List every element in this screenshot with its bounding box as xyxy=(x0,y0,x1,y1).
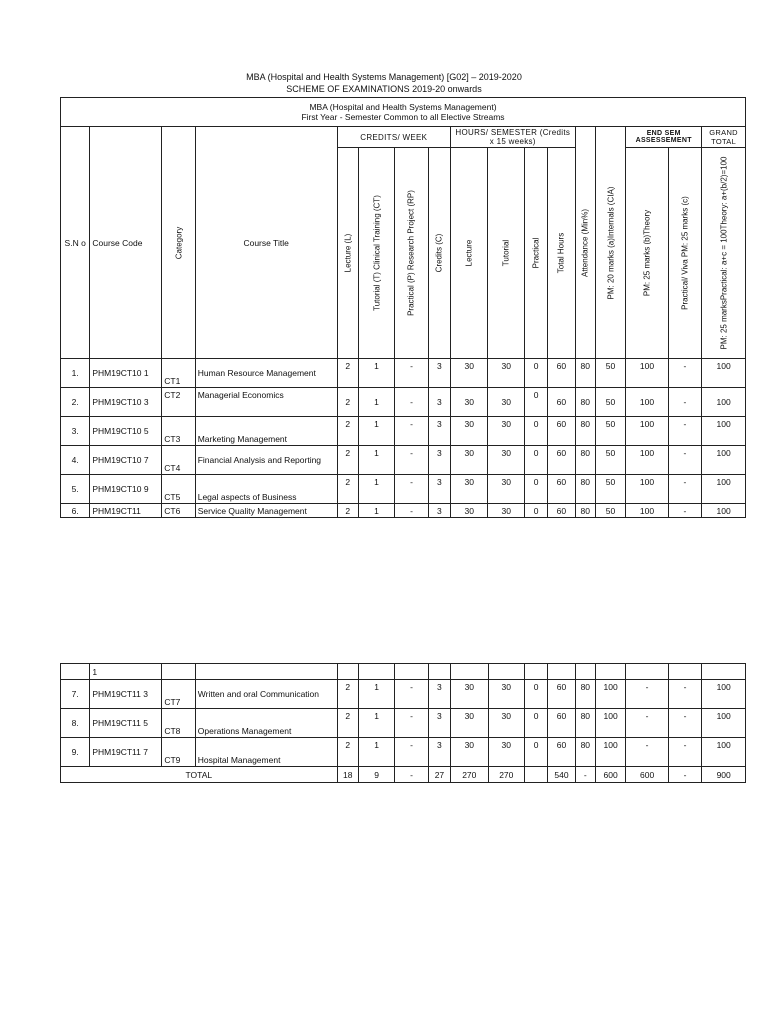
table-cell: 1 xyxy=(358,388,394,417)
table-cell: - xyxy=(668,388,701,417)
table-cell: - xyxy=(395,680,428,709)
table-cell: 30 xyxy=(450,417,487,446)
scheme-table-continued xyxy=(60,663,746,783)
table-cell: 50 xyxy=(595,359,625,388)
col-group-credits-week: CREDITS/ WEEK xyxy=(337,127,450,148)
table-cell: 3. xyxy=(61,417,90,446)
scheme-table xyxy=(60,97,746,518)
table-cell xyxy=(451,664,488,680)
table-cell: 0 xyxy=(525,709,548,738)
table-cell: 60 xyxy=(548,680,575,709)
col-tutorial-hours: Tutorial xyxy=(488,148,524,359)
table-cell: 50 xyxy=(595,388,625,417)
table-cell: - xyxy=(668,767,701,783)
table-cell: - xyxy=(395,709,428,738)
table-cell: 3 xyxy=(428,417,450,446)
table-cell: PHM19CT11 5 xyxy=(90,709,162,738)
table-cell: - xyxy=(395,446,428,475)
table-cell: 270 xyxy=(488,767,524,783)
table-cell: 4. xyxy=(61,446,90,475)
table-cell: CT2 xyxy=(162,388,195,417)
table-cell xyxy=(61,664,90,680)
table-cell: 100 xyxy=(702,504,746,518)
table-cell: 60 xyxy=(548,446,575,475)
table-cell: 2 xyxy=(337,446,358,475)
table-cell: - xyxy=(668,359,701,388)
table-cell: 540 xyxy=(548,767,575,783)
table-row xyxy=(61,680,746,709)
table-cell: - xyxy=(668,446,701,475)
table-cell: 80 xyxy=(575,417,595,446)
table-cell xyxy=(525,767,548,783)
col-lecture-hours: Lecture xyxy=(450,148,487,359)
table-cell: - xyxy=(395,504,428,518)
table-cell: - xyxy=(626,738,669,767)
table-cell: - xyxy=(626,709,669,738)
table-cell: 1 xyxy=(358,475,394,504)
col-practical-viva: Practical/ Viva PM: 25 marks (c) xyxy=(668,148,701,359)
table-cell: 30 xyxy=(450,446,487,475)
table-cell: 3 xyxy=(428,446,450,475)
table-cell: 3 xyxy=(428,709,450,738)
table-cell: 2 xyxy=(337,475,358,504)
table-cell: 100 xyxy=(626,359,669,388)
table-cell: 1 xyxy=(358,359,394,388)
table-cell: 0 xyxy=(524,504,547,518)
code-continuation: 1 xyxy=(90,664,162,680)
table-cell: Managerial Economics xyxy=(195,388,337,417)
table-cell: 30 xyxy=(451,709,488,738)
table-cell: 600 xyxy=(595,767,625,783)
table-cell: 3 xyxy=(428,475,450,504)
table-cell: 100 xyxy=(702,709,746,738)
table-cell: - xyxy=(395,417,428,446)
document-title: MBA (Hospital and Health Systems Management) [G02] – 2019-2020 xyxy=(246,72,522,82)
table-cell: 100 xyxy=(626,446,669,475)
table-cell: PHM19CT11 3 xyxy=(90,680,162,709)
table-row xyxy=(61,417,746,446)
table-cell: 3 xyxy=(428,738,450,767)
table-cell: - xyxy=(668,709,701,738)
table-cell xyxy=(575,664,595,680)
table-cell: 80 xyxy=(575,388,595,417)
table-cell: 100 xyxy=(626,417,669,446)
table-title: MBA (Hospital and Health Systems Management) xyxy=(309,102,497,112)
table-cell: 0 xyxy=(525,680,548,709)
col-category: Category xyxy=(162,127,195,359)
table-cell xyxy=(428,664,450,680)
table-cell: PHM19CT10 9 xyxy=(90,475,162,504)
col-practical-hours: Practical xyxy=(524,148,547,359)
table-cell: 30 xyxy=(488,417,524,446)
table-cell: 30 xyxy=(488,680,524,709)
col-group-grand-total: GRAND TOTAL xyxy=(702,127,746,148)
table-cell xyxy=(626,664,669,680)
table-cell: 80 xyxy=(575,446,595,475)
table-cell: 30 xyxy=(450,359,487,388)
table-cell: 60 xyxy=(548,709,575,738)
table-cell: 18 xyxy=(337,767,358,783)
table-cell: 3 xyxy=(428,680,450,709)
col-lecture-l: Lecture (L) xyxy=(337,148,358,359)
table-cell: - xyxy=(668,738,701,767)
table-title-row xyxy=(61,98,746,127)
table-cell: - xyxy=(395,475,428,504)
table-cell: 50 xyxy=(595,504,625,518)
table-cell: 50 xyxy=(595,475,625,504)
table-cell: 9. xyxy=(61,738,90,767)
table-cell: 900 xyxy=(702,767,746,783)
table-cell xyxy=(195,664,337,680)
table-cell xyxy=(337,664,358,680)
group-header-row xyxy=(61,127,746,148)
table-cell: CT9 xyxy=(162,738,195,767)
table-cell: 270 xyxy=(451,767,488,783)
table-cell: 30 xyxy=(488,388,524,417)
table-cell: 2 xyxy=(337,709,358,738)
table-cell: - xyxy=(626,680,669,709)
table-cell: 100 xyxy=(595,738,625,767)
table-cell xyxy=(702,664,746,680)
table-cell: CT7 xyxy=(162,680,195,709)
table-cell: 60 xyxy=(548,359,575,388)
table-cell: 60 xyxy=(548,388,575,417)
table-cell: PHM19CT10 5 xyxy=(90,417,162,446)
table-cell: CT4 xyxy=(162,446,195,475)
table-cell: 3 xyxy=(428,504,450,518)
table-cell: 80 xyxy=(575,680,595,709)
table-cell: 7. xyxy=(61,680,90,709)
table-cell: - xyxy=(395,388,428,417)
table-cell: 60 xyxy=(548,504,575,518)
table-cell: PHM19CT10 7 xyxy=(90,446,162,475)
table-cell: 3 xyxy=(428,388,450,417)
table-cell xyxy=(525,664,548,680)
table-subtitle: First Year - Semester Common to all Elective Streams xyxy=(301,112,505,122)
table-cell: 0 xyxy=(524,417,547,446)
table-cell: 30 xyxy=(451,738,488,767)
table-cell: 30 xyxy=(488,475,524,504)
table-cell: 0 xyxy=(524,446,547,475)
table-cell xyxy=(395,664,428,680)
table-cell: 1 xyxy=(358,709,394,738)
table-cell: 100 xyxy=(702,388,746,417)
table-row xyxy=(61,664,746,680)
table-cell: 6. xyxy=(61,504,90,518)
table-cell xyxy=(548,664,575,680)
table-cell: 1. xyxy=(61,359,90,388)
table-row xyxy=(61,709,746,738)
table-cell: 50 xyxy=(595,417,625,446)
table-cell: 30 xyxy=(488,709,524,738)
table-cell: 100 xyxy=(702,417,746,446)
col-sno: S.N o xyxy=(61,127,90,359)
table-cell: 30 xyxy=(450,475,487,504)
table-cell: 30 xyxy=(450,504,487,518)
table-cell xyxy=(61,98,746,127)
table-cell: 0 xyxy=(524,359,547,388)
table-row xyxy=(61,359,746,388)
table-cell: CT1 xyxy=(162,359,195,388)
table-cell: CT6 xyxy=(162,504,195,518)
table-cell: 2 xyxy=(337,504,358,518)
table-cell: - xyxy=(668,504,701,518)
table-cell: CT3 xyxy=(162,417,195,446)
col-tutorial-t: Tutorial (T) Clinical Training (CT) xyxy=(358,148,394,359)
table-cell: 100 xyxy=(626,475,669,504)
table-cell: 600 xyxy=(626,767,669,783)
col-course-title: Course Title xyxy=(195,127,337,359)
table-cell: 2 xyxy=(337,359,358,388)
col-grand-formula: PM: 25 marksPractical: a+c = 100Theory: a+(b/2)=100 xyxy=(702,148,746,359)
table-cell: 100 xyxy=(702,680,746,709)
total-label: TOTAL xyxy=(61,767,338,783)
table-cell: 1 xyxy=(358,680,394,709)
table-cell: 30 xyxy=(450,388,487,417)
table-cell: 0 xyxy=(524,475,547,504)
table-cell: 1 xyxy=(358,504,394,518)
table-cell: 100 xyxy=(626,504,669,518)
col-internals: PM: 20 marks (a)Internals (CIA) xyxy=(595,127,625,359)
table-cell: 80 xyxy=(575,504,595,518)
col-attendance: Attendance (Min%) xyxy=(575,127,595,359)
col-practical-p: Practical (P) Research Project (RP) xyxy=(395,148,428,359)
table-cell: 80 xyxy=(575,359,595,388)
table-cell: - xyxy=(575,767,595,783)
table-cell: 30 xyxy=(488,504,524,518)
table-cell: 100 xyxy=(702,738,746,767)
table-cell: - xyxy=(668,417,701,446)
table-cell: - xyxy=(668,475,701,504)
table-cell: CT8 xyxy=(162,709,195,738)
table-cell: PHM19CT11 xyxy=(90,504,162,518)
table-cell: Legal aspects of Business xyxy=(195,475,337,504)
table-cell: 0 xyxy=(524,388,547,417)
table-cell xyxy=(488,664,524,680)
table-cell: 1 xyxy=(358,446,394,475)
table-cell: 3 xyxy=(428,359,450,388)
table-cell: 30 xyxy=(488,359,524,388)
table-cell: 5. xyxy=(61,475,90,504)
table-cell: Marketing Management xyxy=(195,417,337,446)
table-cell: 27 xyxy=(428,767,450,783)
table-cell: 100 xyxy=(626,388,669,417)
col-group-end-sem: END SEM ASSESSEMENT xyxy=(626,127,702,148)
table-cell: Service Quality Management xyxy=(195,504,337,518)
table-cell: PHM19CT11 7 xyxy=(90,738,162,767)
col-total-hours: Total Hours xyxy=(548,148,575,359)
table-cell: 100 xyxy=(702,359,746,388)
table-cell: 2 xyxy=(337,417,358,446)
table-cell: 60 xyxy=(548,475,575,504)
table-cell: PHM19CT10 3 xyxy=(90,388,162,417)
table-cell: - xyxy=(395,359,428,388)
table-cell: 30 xyxy=(488,738,524,767)
table-cell: 100 xyxy=(595,680,625,709)
table-cell: 60 xyxy=(548,417,575,446)
table-cell: 30 xyxy=(488,446,524,475)
col-course-code: Course Code xyxy=(90,127,162,359)
table-cell: 80 xyxy=(575,475,595,504)
table-cell: 2 xyxy=(337,388,358,417)
table-row xyxy=(61,504,746,518)
table-cell: 80 xyxy=(575,709,595,738)
table-row xyxy=(61,738,746,767)
table-cell: 2. xyxy=(61,388,90,417)
table-cell: 1 xyxy=(358,417,394,446)
table-cell: CT5 xyxy=(162,475,195,504)
table-cell xyxy=(162,664,195,680)
table-cell xyxy=(668,664,701,680)
table-cell: Human Resource Management xyxy=(195,359,337,388)
table-cell: 60 xyxy=(548,738,575,767)
col-theory: PM: 25 marks (b)Theory xyxy=(626,148,669,359)
table-row xyxy=(61,446,746,475)
table-cell: 8. xyxy=(61,709,90,738)
table-cell: 1 xyxy=(358,738,394,767)
table-cell: 50 xyxy=(595,446,625,475)
table-cell: 30 xyxy=(451,680,488,709)
table-cell: PHM19CT10 1 xyxy=(90,359,162,388)
table-cell: 100 xyxy=(702,446,746,475)
table-cell: 80 xyxy=(575,738,595,767)
table-cell: Financial Analysis and Reporting xyxy=(195,446,337,475)
table-cell: - xyxy=(395,738,428,767)
table-cell: 2 xyxy=(337,738,358,767)
table-cell: 9 xyxy=(358,767,394,783)
table-cell xyxy=(358,664,394,680)
document-subtitle: SCHEME OF EXAMINATIONS 2019-20 onwards xyxy=(286,84,482,94)
table-cell xyxy=(595,664,625,680)
table-cell: 100 xyxy=(595,709,625,738)
table-cell: 0 xyxy=(525,738,548,767)
table-row xyxy=(61,475,746,504)
table-cell: Operations Management xyxy=(195,709,337,738)
table-cell: Written and oral Communication xyxy=(195,680,337,709)
total-row xyxy=(61,767,746,783)
col-credits-c: Credits (C) xyxy=(428,148,450,359)
table-cell: 2 xyxy=(337,680,358,709)
table-cell: 100 xyxy=(702,475,746,504)
col-group-hours-semester: HOURS/ SEMESTER (Credits x 15 weeks) xyxy=(450,127,575,148)
table-cell: Hospital Management xyxy=(195,738,337,767)
table-cell: - xyxy=(668,680,701,709)
table-row xyxy=(61,388,746,417)
table-cell: - xyxy=(395,767,428,783)
